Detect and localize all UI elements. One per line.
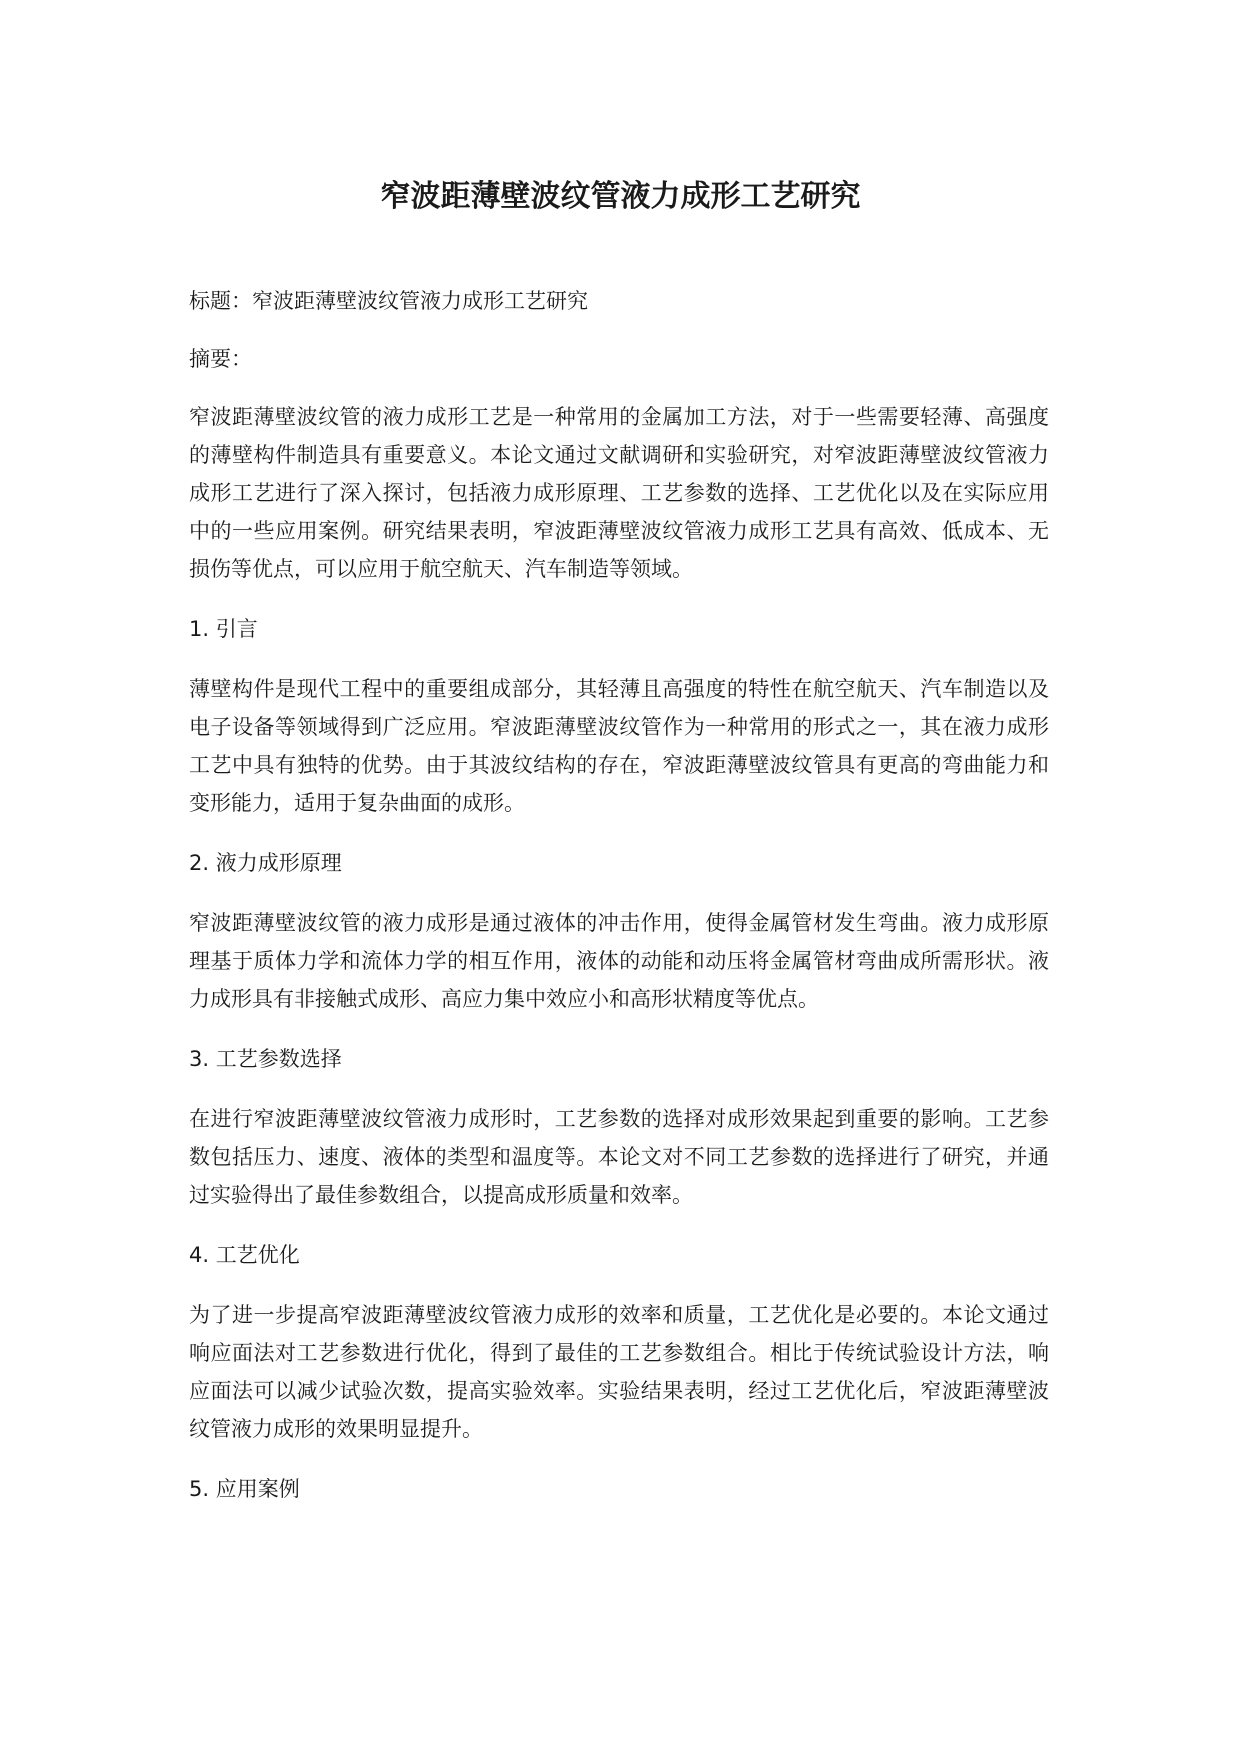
section-heading-introduction: 1. 引言 bbox=[189, 617, 258, 641]
document-title: 窄波距薄壁波纹管液力成形工艺研究 bbox=[380, 179, 861, 214]
section-heading-applications: 5. 应用案例 bbox=[189, 1477, 300, 1501]
abstract-paragraph: 窄波距薄壁波纹管的液力成形工艺是一种常用的金属加工方法，对于一些需要轻薄、高强度的薄壁构件制造具有重要意义。本论文通过文献调研和实验研究，对窄波距薄壁波纹管液力成形工艺进行了深入探讨，包括液力成形原理、工艺参数的选择、工艺优化以及在实际应用中的一些应用案例。研究结果表明，窄波距薄壁波纹管液力成形工艺具有高效、低成本、无损伤等优点，可以应用于航空航天、汽车制造等领域。 bbox=[189, 405, 1049, 581]
section-heading-principle: 2. 液力成形原理 bbox=[189, 851, 342, 875]
section-heading-optimization: 4. 工艺优化 bbox=[189, 1243, 300, 1267]
section-paragraph-optimization: 为了进一步提高窄波距薄壁波纹管液力成形的效率和质量，工艺优化是必要的。本论文通过响应面法对工艺参数进行优化，得到了最佳的工艺参数组合。相比于传统试验设计方法，响应面法可以减少试验次数，提高实验效率。实验结果表明，经过工艺优化后，窄波距薄壁波纹管液力成形的效果明显提升。 bbox=[189, 1303, 1049, 1441]
document-body bbox=[189, 282, 1049, 1530]
section-paragraph-parameters: 在进行窄波距薄壁波纹管液力成形时，工艺参数的选择对成形效果起到重要的影响。工艺参数包括压力、速度、液体的类型和温度等。本论文对不同工艺参数的选择进行了研究，并通过实验得出了最佳参数组合，以提高成形质量和效率。 bbox=[189, 1107, 1049, 1207]
section-heading-parameters: 3. 工艺参数选择 bbox=[189, 1047, 342, 1071]
section-paragraph-introduction: 薄壁构件是现代工程中的重要组成部分，其轻薄且高强度的特性在航空航天、汽车制造以及电子设备等领域得到广泛应用。窄波距薄壁波纹管作为一种常用的形式之一，其在液力成形工艺中具有独特的优势。由于其波纹结构的存在，窄波距薄壁波纹管具有更高的弯曲能力和变形能力，适用于复杂曲面的成形。 bbox=[189, 677, 1049, 815]
section-paragraph-principle: 窄波距薄壁波纹管的液力成形是通过液体的冲击作用，使得金属管材发生弯曲。液力成形原理基于质体力学和流体力学的相互作用，液体的动能和动压将金属管材弯曲成所需形状。液力成形具有非接触式成形、高应力集中效应小和高形状精度等优点。 bbox=[189, 911, 1049, 1011]
title-line: 标题：窄波距薄壁波纹管液力成形工艺研究 bbox=[189, 289, 588, 313]
abstract-label: 摘要： bbox=[189, 347, 252, 371]
